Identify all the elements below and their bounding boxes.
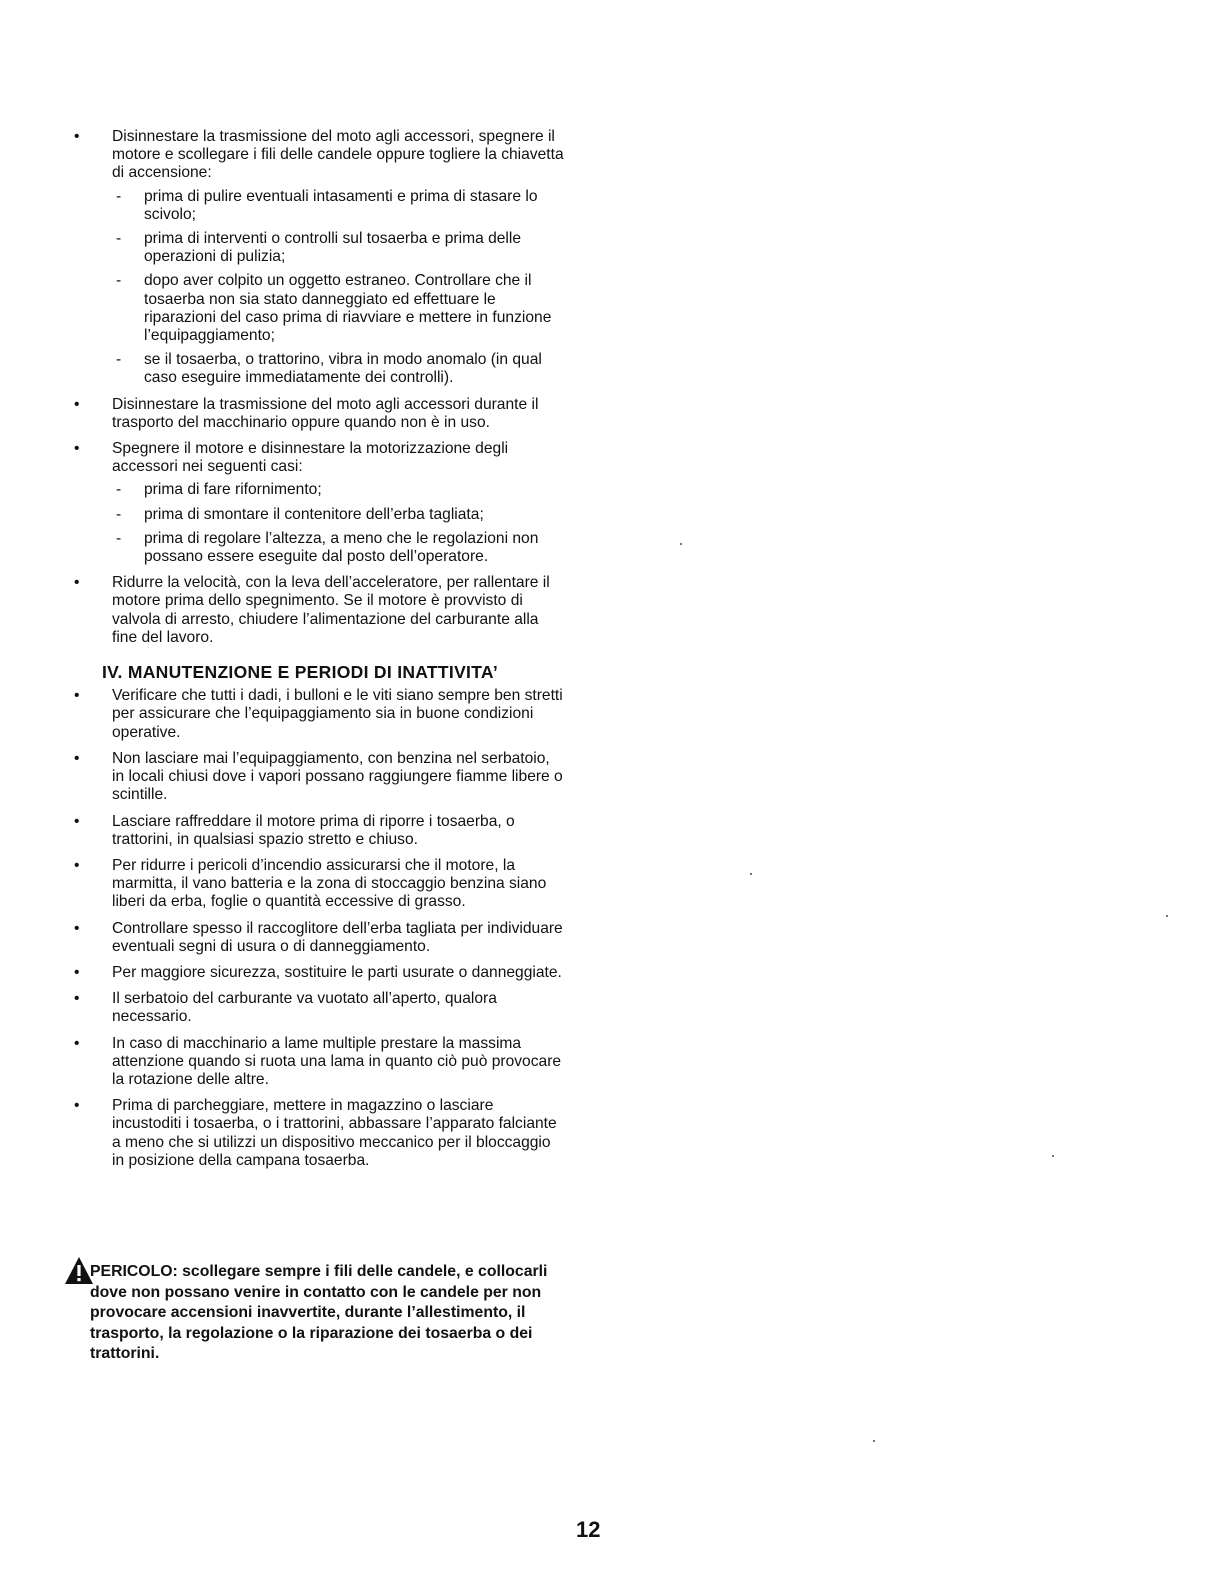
list-item <box>64 1097 564 1170</box>
sub-list-item-text: prima di regolare l’altezza, a meno che le regolazioni non possano essere eseguite dal posto dell’operatore. <box>144 529 539 566</box>
danger-notice <box>64 1262 564 1365</box>
sub-list <box>112 481 564 566</box>
list-item <box>64 857 564 912</box>
list-item <box>64 990 564 1026</box>
list-item <box>64 1035 564 1090</box>
list-item-spegnere-motore <box>64 440 564 566</box>
warning-triangle-icon <box>64 1256 94 1286</box>
list-item-text: In caso di macchinario a lame multiple prestare la massima attenzione quando si ruota una lama in quanto ciò può provocare la rotazione delle altre. <box>112 1034 562 1088</box>
danger-row <box>64 1262 564 1365</box>
sub-list-item <box>112 188 564 224</box>
bullet-icon: • <box>74 919 80 937</box>
list-item-text: Per ridurre i pericoli d’incendio assicurarsi che il motore, la marmitta, il vano batteria e la zona di stoccaggio benzina siano liberi da erba, foglie o quantità eccessive di grasso. <box>112 856 547 911</box>
dash-icon: - <box>116 187 122 205</box>
dash-icon: - <box>116 230 122 248</box>
sub-list-item <box>112 530 564 566</box>
bullet-icon: • <box>74 1097 80 1115</box>
bullet-icon: • <box>74 574 80 592</box>
sub-list-item <box>112 506 564 524</box>
dash-icon: - <box>116 272 122 290</box>
sub-list-item <box>112 272 564 345</box>
sub-list-item-text: dopo aver colpito un oggetto estraneo. Controllare che il tosaerba non sia stato danneggiato ed effettuare le riparazioni del caso prima di riavviare e mettere in funzione l’equipaggiamento; <box>144 272 552 345</box>
bullet-icon: • <box>74 812 80 830</box>
list-item <box>64 750 564 805</box>
scan-speck <box>1052 1155 1054 1157</box>
sub-list-item-text: se il tosaerba, o trattorino, vibra in modo anomalo (in qual caso eseguire immediatamente dei controlli). <box>144 351 542 387</box>
list-item-text: Prima di parcheggiare, mettere in magazzino o lasciare incustoditi i tosaerba, o i trattorini, abbassare l’apparato falciante a meno che si utilizzi un dispositivo meccanico per il bloccaggio in posizione della campana tosaerba. <box>112 1097 557 1169</box>
sub-list-item-text: prima di interventi o controlli sul tosaerba e prima delle operazioni di pulizia; <box>144 230 522 266</box>
page-number: 12 <box>576 1517 601 1542</box>
bullet-icon: • <box>74 440 80 458</box>
list-item <box>64 964 564 982</box>
scan-speck <box>873 1440 875 1442</box>
list-item-trasporto <box>64 396 564 432</box>
sub-list <box>112 188 564 388</box>
bullet-icon: • <box>74 128 80 145</box>
bullet-icon: • <box>74 963 80 981</box>
list-item-text: Disinnestare la trasmissione del moto agli accessori, spegnere il motore e scollegare i fili delle candele oppure togliere la chiavetta di accensione: <box>112 128 564 182</box>
bullet-icon: • <box>74 749 80 767</box>
list-item-text: Disinnestare la trasmissione del moto agli accessori durante il trasporto del macchinario oppure quando non è in uso. <box>112 395 539 431</box>
sub-list-item <box>112 351 564 387</box>
main-text-column <box>64 128 564 1178</box>
list-item <box>64 813 564 849</box>
list-item-text: Non lasciare mai l’equipaggiamento, con benzina nel serbatoio, in locali chiusi dove i vapori possano raggiungere fiamme libere o scintille. <box>112 749 563 804</box>
list-item-text: Il serbatoio del carburante va vuotato all’aperto, qualora necessario. <box>112 990 497 1026</box>
sub-list-item-text: prima di fare rifornimento; <box>144 481 322 499</box>
list-item-text: Per maggiore sicurezza, sostituire le parti usurate o danneggiate. <box>112 963 562 981</box>
sub-list-item <box>112 230 564 266</box>
sub-list-item-text: prima di smontare il contenitore dell’erba tagliata; <box>144 505 484 523</box>
dash-icon: - <box>116 351 122 369</box>
danger-text: PERICOLO: scollegare sempre i fili delle candele, e collocarli dove non possano venire in contatto con le candele per non provocare accensioni inavvertite, durante l’allestimento, il trasporto, la regolazione o la riparazione dei tosaerba o dei trattorini. <box>90 1263 548 1363</box>
sub-list-item <box>112 481 564 499</box>
list-item <box>64 920 564 956</box>
list-item <box>64 687 564 742</box>
list-item-text: Spegnere il motore e disinnestare la motorizzazione degli accessori nei seguenti casi: <box>112 440 509 476</box>
scan-speck <box>750 873 752 875</box>
scan-speck <box>1166 915 1168 917</box>
bullet-icon: • <box>74 856 80 874</box>
list-item-text: Ridurre la velocità, con la leva dell’acceleratore, per rallentare il motore prima dello spegnimento. Se il motore è provvisto di valvola di arresto, chiudere l’alimentazione del carburante alla fine del lavoro. <box>112 574 550 646</box>
list-item-ridurre-velocita <box>64 574 564 647</box>
bullet-icon: • <box>74 395 80 413</box>
bullet-icon: • <box>74 687 80 705</box>
sub-list-item-text: prima di pulire eventuali intasamenti e prima di stasare lo scivolo; <box>144 187 538 223</box>
list-item-text: Lasciare raffreddare il motore prima di riporre i tosaerba, o trattorini, in qualsiasi spazio stretto e chiuso. <box>112 812 515 848</box>
list-item-text: Verificare che tutti i dadi, i bulloni e le viti siano sempre ben stretti per assicurare che l’equipaggiamento sia in buone condizioni operative. <box>112 687 563 741</box>
scan-speck <box>680 543 682 545</box>
list-item-text: Controllare spesso il raccoglitore dell’erba tagliata per individuare eventuali segni di usura o di danneggiamento. <box>112 919 563 955</box>
dash-icon: - <box>116 481 122 499</box>
section-heading: IV. MANUTENZIONE E PERIODI DI INATTIVITA’ <box>102 662 499 683</box>
bullet-icon: • <box>74 990 80 1008</box>
dash-icon: - <box>116 529 122 547</box>
dash-icon: - <box>116 505 122 523</box>
bullet-icon: • <box>74 1034 80 1052</box>
list-item-disinnestare-accessori <box>64 128 564 388</box>
